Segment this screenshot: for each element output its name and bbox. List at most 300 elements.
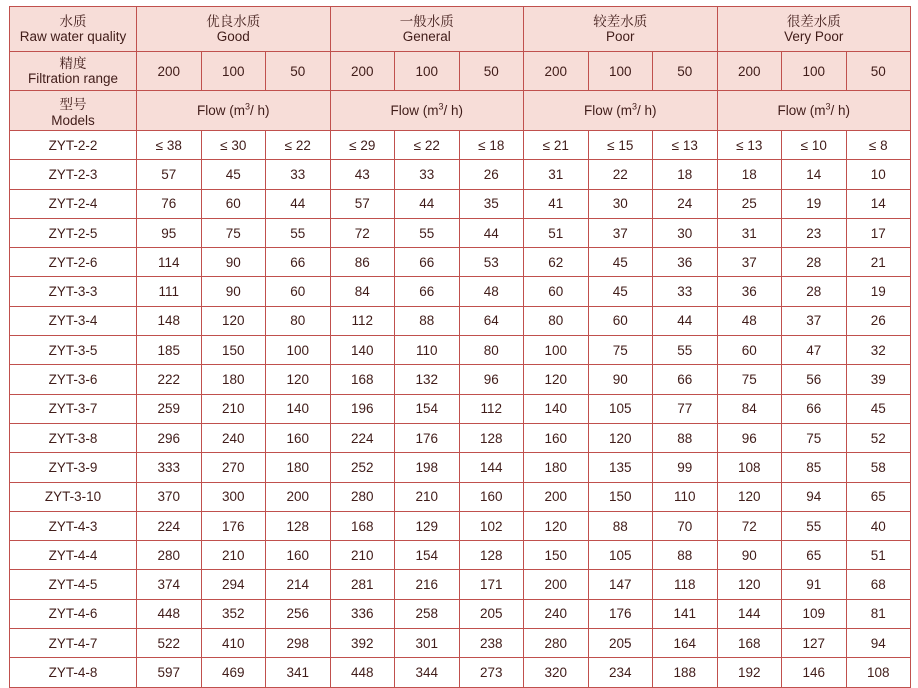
flow-cell: 96	[459, 365, 524, 394]
flow-cell: 300	[201, 482, 266, 511]
flow-cell: 60	[524, 277, 589, 306]
flow-cell: 33	[653, 277, 718, 306]
flow-cell: 45	[588, 248, 653, 277]
flow-cell: 100	[524, 336, 589, 365]
flow-cell: 45	[201, 160, 266, 189]
flow-cell: 80	[524, 306, 589, 335]
flow-cell: 18	[717, 160, 782, 189]
table-row	[10, 336, 911, 365]
flow-cell: 64	[459, 306, 524, 335]
flow-cell: 200	[524, 570, 589, 599]
flow-cell: 128	[266, 511, 331, 540]
table-row	[10, 482, 911, 511]
flow-cell: 392	[330, 629, 395, 658]
flow-cell: 14	[782, 160, 847, 189]
flow-cell: 44	[395, 189, 460, 218]
flow-cell: 164	[653, 629, 718, 658]
model-cell: ZYT-3-9	[10, 453, 137, 482]
flow-cell: 140	[266, 394, 331, 423]
flow-cell: 76	[137, 189, 202, 218]
flow-cell: 60	[201, 189, 266, 218]
header-filtration-range-en: Filtration range	[27, 71, 119, 86]
flow-cell: 210	[330, 541, 395, 570]
header-quality-good-en: Good	[216, 29, 250, 44]
specification-table	[9, 6, 911, 688]
flow-cell: 26	[846, 306, 911, 335]
model-cell: ZYT-3-5	[10, 336, 137, 365]
flow-cell: 180	[524, 453, 589, 482]
flow-cell: 192	[717, 658, 782, 687]
flow-cell: 88	[395, 306, 460, 335]
flow-cell: 90	[588, 365, 653, 394]
table-row	[10, 365, 911, 394]
flow-cell: 99	[653, 453, 718, 482]
flow-cell: 57	[137, 160, 202, 189]
flow-cell: 258	[395, 599, 460, 628]
flow-cell: ≤ 29	[330, 131, 395, 160]
flow-cell: 28	[782, 277, 847, 306]
flow-cell: 120	[266, 365, 331, 394]
flow-cell: 210	[395, 482, 460, 511]
header-quality-poor-en: Poor	[605, 29, 635, 44]
flow-cell: 88	[653, 541, 718, 570]
header-range-value: 200	[524, 52, 589, 91]
flow-cell: 112	[459, 394, 524, 423]
flow-cell: 280	[524, 629, 589, 658]
flow-cell: 37	[717, 248, 782, 277]
model-cell: ZYT-2-4	[10, 189, 137, 218]
flow-cell: 19	[846, 277, 911, 306]
model-cell: ZYT-4-7	[10, 629, 137, 658]
flow-cell: 128	[459, 541, 524, 570]
flow-cell: 140	[524, 394, 589, 423]
model-cell: ZYT-4-4	[10, 541, 137, 570]
flow-cell: 341	[266, 658, 331, 687]
flow-cell: 36	[717, 277, 782, 306]
flow-cell: 32	[846, 336, 911, 365]
flow-cell: 100	[266, 336, 331, 365]
header-row-quality	[10, 7, 911, 52]
header-range-value: 200	[330, 52, 395, 91]
flow-cell: ≤ 15	[588, 131, 653, 160]
flow-cell: 30	[653, 218, 718, 247]
flow-cell: 298	[266, 629, 331, 658]
flow-cell: 234	[588, 658, 653, 687]
flow-cell: 108	[717, 453, 782, 482]
flow-cell: 45	[588, 277, 653, 306]
flow-cell: 118	[653, 570, 718, 599]
flow-cell: 135	[588, 453, 653, 482]
flow-cell: 105	[588, 394, 653, 423]
flow-cell: 40	[846, 511, 911, 540]
flow-cell: 141	[653, 599, 718, 628]
flow-cell: 370	[137, 482, 202, 511]
flow-cell: 55	[782, 511, 847, 540]
table-row	[10, 423, 911, 452]
flow-cell: 109	[782, 599, 847, 628]
flow-cell: 37	[782, 306, 847, 335]
table-header	[10, 7, 911, 131]
flow-cell: 185	[137, 336, 202, 365]
header-quality-good	[137, 7, 331, 52]
flow-cell: 160	[266, 423, 331, 452]
header-quality-general-cn: 一般水质	[399, 14, 454, 29]
header-quality-poor	[524, 7, 718, 52]
flow-cell: 66	[653, 365, 718, 394]
flow-cell: 410	[201, 629, 266, 658]
flow-cell: 66	[395, 277, 460, 306]
flow-cell: 196	[330, 394, 395, 423]
flow-cell: 91	[782, 570, 847, 599]
header-models	[10, 91, 137, 131]
flow-cell: 60	[717, 336, 782, 365]
flow-cell: 168	[330, 511, 395, 540]
flow-cell: 66	[782, 394, 847, 423]
flow-cell: 17	[846, 218, 911, 247]
flow-cell: 216	[395, 570, 460, 599]
header-flow-good: Flow ($m^3/$ h)	[137, 91, 331, 131]
model-cell: ZYT-2-3	[10, 160, 137, 189]
flow-cell: 240	[201, 423, 266, 452]
flow-cell: 56	[782, 365, 847, 394]
flow-cell: 120	[524, 511, 589, 540]
flow-cell: 120	[524, 365, 589, 394]
flow-cell: 47	[782, 336, 847, 365]
table-row	[10, 394, 911, 423]
flow-cell: 96	[717, 423, 782, 452]
flow-cell: 65	[782, 541, 847, 570]
flow-cell: 129	[395, 511, 460, 540]
flow-cell: 110	[395, 336, 460, 365]
header-models-en: Models	[51, 113, 95, 128]
flow-cell: 33	[266, 160, 331, 189]
flow-cell: 45	[846, 394, 911, 423]
flow-cell: 60	[588, 306, 653, 335]
model-cell: ZYT-3-10	[10, 482, 137, 511]
flow-cell: 52	[846, 423, 911, 452]
flow-cell: 31	[717, 218, 782, 247]
header-row-filtration-range	[10, 52, 911, 91]
header-quality-very-poor-en: Very Poor	[784, 29, 844, 44]
flow-cell: 62	[524, 248, 589, 277]
header-range-value: 50	[459, 52, 524, 91]
header-flow-poor: Flow ($m^3/$ h)	[524, 91, 718, 131]
flow-cell: 108	[846, 658, 911, 687]
model-cell: ZYT-2-6	[10, 248, 137, 277]
flow-cell: 200	[524, 482, 589, 511]
flow-cell: ≤ 13	[717, 131, 782, 160]
model-cell: ZYT-3-4	[10, 306, 137, 335]
flow-cell: 294	[201, 570, 266, 599]
flow-cell: 252	[330, 453, 395, 482]
flow-cell: 120	[201, 306, 266, 335]
flow-cell: 31	[524, 160, 589, 189]
flow-cell: 68	[846, 570, 911, 599]
flow-cell: 66	[266, 248, 331, 277]
model-cell: ZYT-4-5	[10, 570, 137, 599]
flow-cell: 84	[330, 277, 395, 306]
flow-cell: 205	[459, 599, 524, 628]
flow-cell: 36	[653, 248, 718, 277]
flow-cell: 94	[782, 482, 847, 511]
flow-cell: 65	[846, 482, 911, 511]
flow-cell: ≤ 21	[524, 131, 589, 160]
flow-cell: 24	[653, 189, 718, 218]
flow-cell: 85	[782, 453, 847, 482]
table-row	[10, 658, 911, 687]
flow-cell: 198	[395, 453, 460, 482]
flow-cell: 37	[588, 218, 653, 247]
table-row	[10, 570, 911, 599]
flow-cell: 102	[459, 511, 524, 540]
flow-cell: 90	[717, 541, 782, 570]
flow-cell: 48	[459, 277, 524, 306]
flow-cell: 171	[459, 570, 524, 599]
header-raw-water-quality	[10, 7, 137, 52]
header-quality-very-poor-cn: 很差水质	[786, 14, 841, 29]
flow-cell: 28	[782, 248, 847, 277]
header-quality-poor-cn: 较差水质	[593, 14, 648, 29]
flow-cell: 120	[717, 482, 782, 511]
header-quality-general	[330, 7, 524, 52]
flow-cell: 120	[717, 570, 782, 599]
table-row	[10, 189, 911, 218]
flow-cell: 66	[395, 248, 460, 277]
flow-cell: 188	[653, 658, 718, 687]
flow-cell: 374	[137, 570, 202, 599]
table-row	[10, 453, 911, 482]
model-cell: ZYT-3-7	[10, 394, 137, 423]
flow-cell: 146	[782, 658, 847, 687]
flow-cell: 81	[846, 599, 911, 628]
flow-cell: 150	[201, 336, 266, 365]
flow-cell: 144	[717, 599, 782, 628]
flow-cell: 22	[588, 160, 653, 189]
flow-cell: 21	[846, 248, 911, 277]
header-quality-good-cn: 优良水质	[206, 14, 261, 29]
flow-cell: 44	[653, 306, 718, 335]
flow-cell: 55	[266, 218, 331, 247]
flow-cell: 320	[524, 658, 589, 687]
model-cell: ZYT-2-5	[10, 218, 137, 247]
table-row	[10, 511, 911, 540]
flow-cell: 270	[201, 453, 266, 482]
table-row	[10, 131, 911, 160]
flow-cell: 72	[717, 511, 782, 540]
flow-cell: 150	[524, 541, 589, 570]
table-row	[10, 306, 911, 335]
flow-cell: 48	[717, 306, 782, 335]
flow-cell: 127	[782, 629, 847, 658]
flow-cell: 132	[395, 365, 460, 394]
flow-cell: 281	[330, 570, 395, 599]
flow-cell: 51	[846, 541, 911, 570]
header-range-value: 100	[782, 52, 847, 91]
model-cell: ZYT-4-6	[10, 599, 137, 628]
flow-cell: 144	[459, 453, 524, 482]
header-quality-very-poor	[717, 7, 911, 52]
flow-cell: 70	[653, 511, 718, 540]
header-range-value: 200	[137, 52, 202, 91]
flow-cell: 147	[588, 570, 653, 599]
flow-cell: 110	[653, 482, 718, 511]
flow-cell: ≤ 10	[782, 131, 847, 160]
flow-cell: ≤ 38	[137, 131, 202, 160]
flow-cell: 214	[266, 570, 331, 599]
flow-cell: 72	[330, 218, 395, 247]
flow-cell: 238	[459, 629, 524, 658]
flow-cell: 210	[201, 541, 266, 570]
header-range-value: 50	[653, 52, 718, 91]
flow-cell: 150	[588, 482, 653, 511]
flow-cell: 94	[846, 629, 911, 658]
flow-cell: 336	[330, 599, 395, 628]
flow-cell: 180	[201, 365, 266, 394]
model-cell: ZYT-3-3	[10, 277, 137, 306]
flow-cell: 205	[588, 629, 653, 658]
flow-cell: ≤ 13	[653, 131, 718, 160]
flow-cell: 57	[330, 189, 395, 218]
flow-cell: 44	[459, 218, 524, 247]
flow-cell: 75	[782, 423, 847, 452]
model-cell: ZYT-2-2	[10, 131, 137, 160]
table-row	[10, 541, 911, 570]
flow-cell: 448	[137, 599, 202, 628]
flow-cell: 256	[266, 599, 331, 628]
flow-cell: 112	[330, 306, 395, 335]
flow-cell: 154	[395, 541, 460, 570]
flow-cell: 19	[782, 189, 847, 218]
flow-cell: 301	[395, 629, 460, 658]
table-row	[10, 160, 911, 189]
header-models-cn: 型号	[59, 97, 87, 112]
flow-cell: 111	[137, 277, 202, 306]
flow-cell: 168	[717, 629, 782, 658]
flow-cell: ≤ 22	[395, 131, 460, 160]
flow-cell: 39	[846, 365, 911, 394]
flow-cell: 128	[459, 423, 524, 452]
flow-cell: 469	[201, 658, 266, 687]
flow-cell: ≤ 30	[201, 131, 266, 160]
flow-cell: 55	[653, 336, 718, 365]
flow-cell: 160	[524, 423, 589, 452]
flow-cell: 44	[266, 189, 331, 218]
flow-cell: 60	[266, 277, 331, 306]
header-range-value: 50	[846, 52, 911, 91]
header-range-value: 100	[588, 52, 653, 91]
flow-cell: 14	[846, 189, 911, 218]
header-flow-general: Flow ($m^3/$ h)	[330, 91, 524, 131]
flow-cell: 95	[137, 218, 202, 247]
flow-cell: 210	[201, 394, 266, 423]
flow-cell: 84	[717, 394, 782, 423]
flow-cell: 448	[330, 658, 395, 687]
header-row-models-flow	[10, 91, 911, 131]
flow-cell: 176	[588, 599, 653, 628]
flow-cell: 160	[266, 541, 331, 570]
flow-cell: 35	[459, 189, 524, 218]
flow-cell: 75	[201, 218, 266, 247]
flow-cell: 75	[717, 365, 782, 394]
flow-cell: 280	[330, 482, 395, 511]
flow-cell: 120	[588, 423, 653, 452]
flow-cell: 296	[137, 423, 202, 452]
header-range-value: 100	[395, 52, 460, 91]
flow-cell: ≤ 22	[266, 131, 331, 160]
flow-cell: 224	[137, 511, 202, 540]
header-quality-general-en: General	[402, 29, 451, 44]
table-row	[10, 218, 911, 247]
table-row	[10, 248, 911, 277]
table-row	[10, 629, 911, 658]
flow-cell: 180	[266, 453, 331, 482]
header-range-value: 200	[717, 52, 782, 91]
flow-cell: 58	[846, 453, 911, 482]
header-raw-water-quality-cn: 水质	[59, 14, 87, 29]
flow-cell: 90	[201, 248, 266, 277]
header-flow-very-poor: Flow ($m^3/$ h)	[717, 91, 911, 131]
flow-cell: 176	[201, 511, 266, 540]
flow-cell: 41	[524, 189, 589, 218]
flow-cell: 75	[588, 336, 653, 365]
flow-cell: 88	[588, 511, 653, 540]
flow-cell: 224	[330, 423, 395, 452]
flow-cell: 597	[137, 658, 202, 687]
flow-cell: 80	[459, 336, 524, 365]
header-filtration-range	[10, 52, 137, 91]
flow-cell: 259	[137, 394, 202, 423]
model-cell: ZYT-3-8	[10, 423, 137, 452]
flow-cell: 77	[653, 394, 718, 423]
flow-cell: 26	[459, 160, 524, 189]
table-row	[10, 277, 911, 306]
flow-cell: 240	[524, 599, 589, 628]
flow-cell: 23	[782, 218, 847, 247]
flow-cell: 105	[588, 541, 653, 570]
flow-cell: 86	[330, 248, 395, 277]
header-filtration-range-cn: 精度	[59, 56, 87, 71]
flow-cell: 522	[137, 629, 202, 658]
flow-cell: 10	[846, 160, 911, 189]
flow-cell: 80	[266, 306, 331, 335]
flow-cell: 176	[395, 423, 460, 452]
flow-cell: 43	[330, 160, 395, 189]
flow-cell: 25	[717, 189, 782, 218]
flow-cell: 160	[459, 482, 524, 511]
flow-cell: 333	[137, 453, 202, 482]
flow-cell: 222	[137, 365, 202, 394]
header-raw-water-quality-en: Raw water quality	[19, 29, 127, 44]
flow-cell: 344	[395, 658, 460, 687]
flow-cell: 90	[201, 277, 266, 306]
model-cell: ZYT-3-6	[10, 365, 137, 394]
table-row	[10, 599, 911, 628]
flow-cell: 200	[266, 482, 331, 511]
flow-cell: 280	[137, 541, 202, 570]
flow-cell: 352	[201, 599, 266, 628]
flow-cell: 140	[330, 336, 395, 365]
flow-cell: 114	[137, 248, 202, 277]
flow-cell: 18	[653, 160, 718, 189]
model-cell: ZYT-4-3	[10, 511, 137, 540]
flow-cell: 168	[330, 365, 395, 394]
flow-cell: ≤ 18	[459, 131, 524, 160]
header-range-value: 50	[266, 52, 331, 91]
flow-cell: 154	[395, 394, 460, 423]
flow-cell: 55	[395, 218, 460, 247]
flow-cell: 51	[524, 218, 589, 247]
table-body	[10, 131, 911, 688]
